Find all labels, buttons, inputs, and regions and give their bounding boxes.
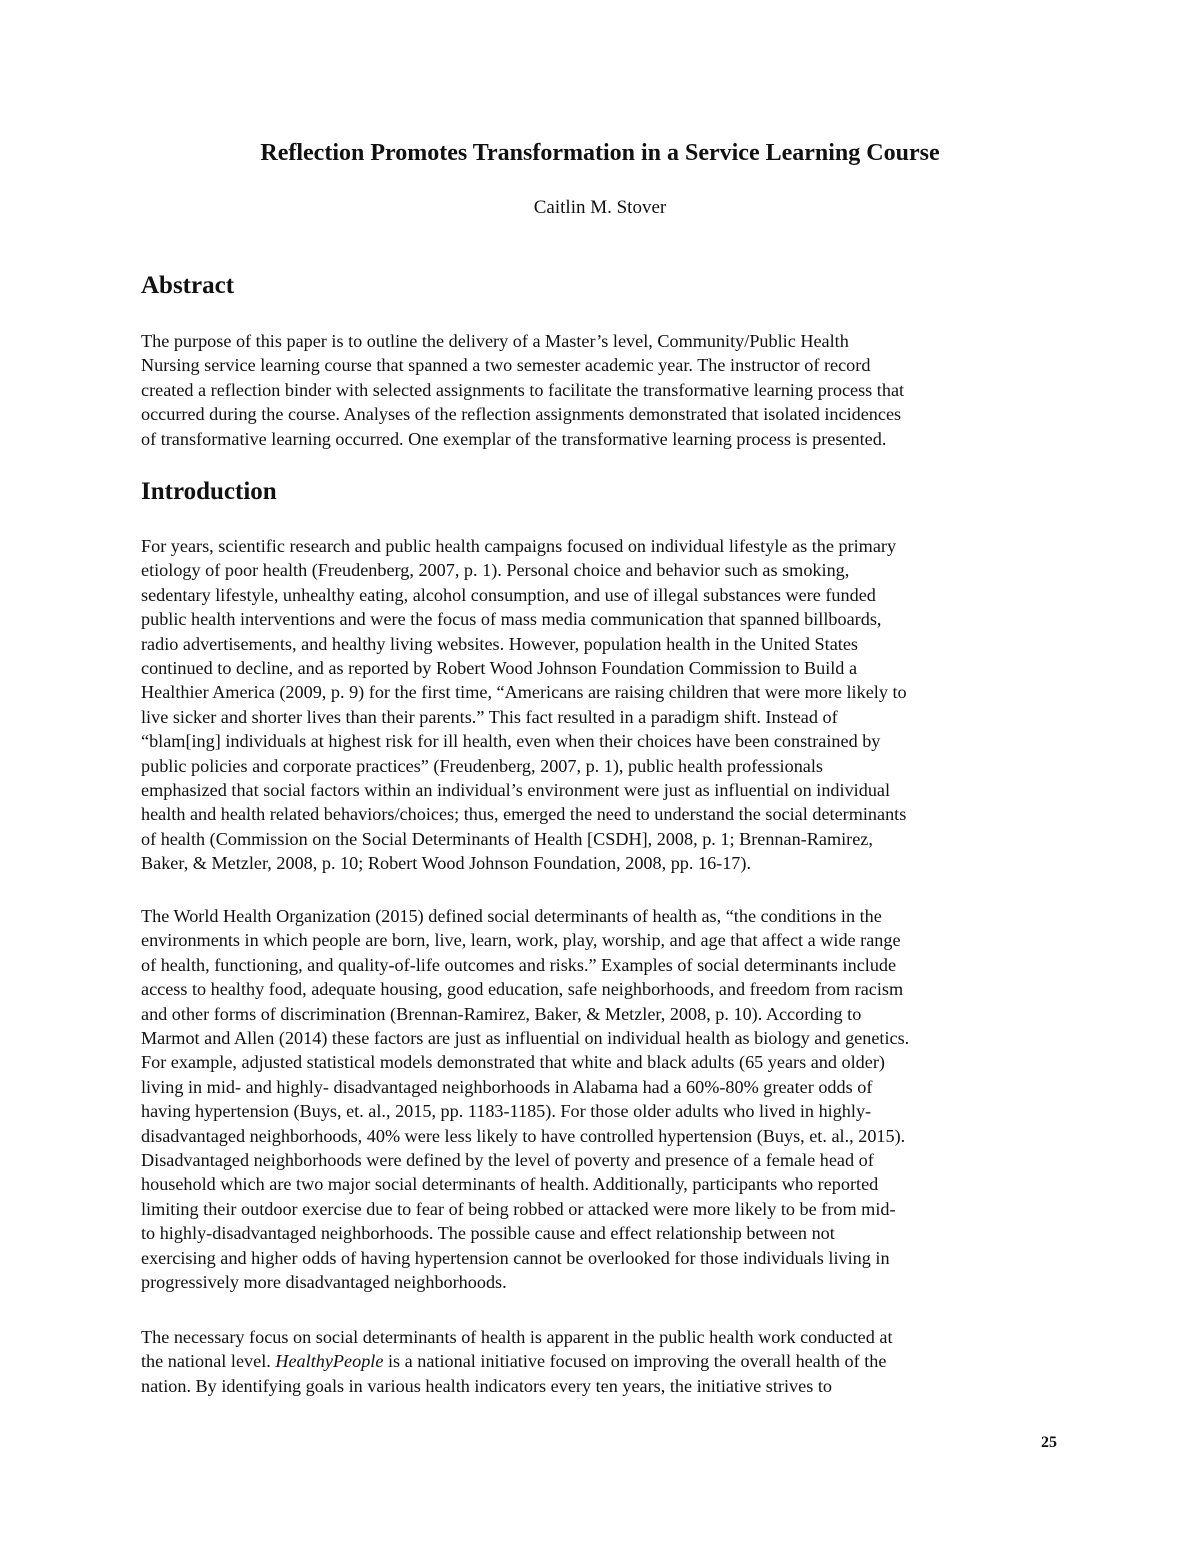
text-line: of health, functioning, and quality-of-life outcomes and risks.” Examples of social determinants include xyxy=(141,954,897,975)
text-line: living in mid- and highly- disadvantaged neighborhoods in Alabama had a 60%-80% greater odds of xyxy=(141,1076,873,1097)
text-line: live sicker and shorter lives than their parents.” This fact resulted in a paradigm shift. Instead of xyxy=(141,706,838,727)
text-run: is a national initiative focused on improving the overall health of the xyxy=(383,1351,887,1372)
text-line: “blam[ing] individuals at highest risk for ill health, even when their choices have been constrained by xyxy=(141,731,881,752)
abstract-heading: Abstract xyxy=(141,272,235,299)
text-line: public health interventions and were the focus of mass media communication that spanned billboards, xyxy=(141,609,882,630)
text-line: continued to decline, and as reported by Robert Wood Johnson Foundation Commission to Build a xyxy=(141,658,858,679)
text-line: emphasized that social factors within an individual’s environment were just as influential on individual xyxy=(141,780,891,801)
text-line-with-italic xyxy=(141,1349,1059,1373)
text-line: health and health related behaviors/choices; thus, emerged the need to understand the social determinants xyxy=(141,804,907,825)
author-name: Caitlin M. Stover xyxy=(533,197,667,218)
text-line: Nursing service learning course that spanned a two semester academic year. The instructor of record xyxy=(141,355,871,376)
introduction-heading: Introduction xyxy=(141,478,277,505)
text-line: Healthier America (2009, p. 9) for the first time, “Americans are raising children that were more likely to xyxy=(141,682,907,703)
text-line: created a reflection binder with selected assignments to facilitate the transformative learning process that xyxy=(141,379,905,400)
text-line: to highly-disadvantaged neighborhoods. The possible cause and effect relationship between not xyxy=(141,1223,835,1244)
text-line: access to healthy food, adequate housing, good education, safe neighborhoods, and freedom from racism xyxy=(141,979,904,1000)
paper-title: Reflection Promotes Transformation in a Service Learning Course xyxy=(260,140,940,166)
text-line: limiting their outdoor exercise due to fear of being robbed or attacked were more likely to be from mid- xyxy=(141,1198,896,1219)
page-number: 25 xyxy=(1041,1434,1057,1451)
text-line: progressively more disadvantaged neighborhoods. xyxy=(141,1272,507,1293)
text-line: The necessary focus on social determinants of health is apparent in the public health work conducted at xyxy=(141,1327,893,1347)
text-line: For years, scientific research and public health campaigns focused on individual lifestyle as the primary xyxy=(141,536,897,556)
text-line: For example, adjusted statistical models demonstrated that white and black adults (65 years and older) xyxy=(141,1052,885,1073)
text-line: etiology of poor health (Freudenberg, 2007, p. 1). Personal choice and behavior such as smoking, xyxy=(141,560,850,581)
text-line: of transformative learning occurred. One exemplar of the transformative learning process is presented. xyxy=(141,428,887,449)
text-line: exercising and higher odds of having hypertension cannot be overlooked for those individuals living in xyxy=(141,1247,890,1268)
text-line: having hypertension (Buys, et. al., 2015, pp. 1183-1185). For those older adults who lived in highly- xyxy=(141,1101,872,1122)
text-line: and other forms of discrimination (Brennan-Ramirez, Baker, & Metzler, 2008, p. 10). According to xyxy=(141,1003,862,1024)
text-line: occurred during the course. Analyses of the reflection assignments demonstrated that isolated incidences xyxy=(141,404,902,425)
text-line: radio advertisements, and healthy living websites. However, population health in the United States xyxy=(141,633,859,654)
text-line: Baker, & Metzler, 2008, p. 10; Robert Wood Johnson Foundation, 2008, pp. 16-17). xyxy=(141,853,752,874)
text-line: sedentary lifestyle, unhealthy eating, alcohol consumption, and use of illegal substances were funded xyxy=(141,584,876,605)
text-line: of health (Commission on the Social Determinants of Health [CSDH], 2008, p. 1; Brennan-Ramirez, xyxy=(141,828,873,849)
introduction-paragraph-3 xyxy=(141,1325,1059,1398)
text-line: The World Health Organization (2015) defined social determinants of health as, “the conditions in the xyxy=(141,906,882,926)
abstract-paragraph xyxy=(141,329,1059,451)
text-run: the national level. xyxy=(141,1351,276,1372)
introduction-paragraph-1 xyxy=(141,534,1059,876)
text-line: household which are two major social determinants of health. Additionally, participants who reported xyxy=(141,1174,879,1195)
text-line: public policies and corporate practices” (Freudenberg, 2007, p. 1), public health professionals xyxy=(141,755,823,776)
text-line: Marmot and Allen (2014) these factors are just as influential on individual health as biology and genetics. xyxy=(141,1028,910,1049)
healthypeople-italic: HealthyPeople xyxy=(275,1351,384,1372)
text-line: nation. By identifying goals in various health indicators every ten years, the initiative strives to xyxy=(141,1375,832,1396)
text-line: Disadvantaged neighborhoods were defined by the level of poverty and presence of a female head of xyxy=(141,1150,874,1171)
text-line: disadvantaged neighborhoods, 40% were less likely to have controlled hypertension (Buys, et. al., 2015). xyxy=(141,1125,906,1146)
text-line: environments in which people are born, live, learn, work, play, worship, and age that affect a wide range xyxy=(141,930,901,951)
introduction-paragraph-2 xyxy=(141,904,1059,1295)
text-line: The purpose of this paper is to outline the delivery of a Master’s level, Community/Public Health xyxy=(141,331,849,351)
